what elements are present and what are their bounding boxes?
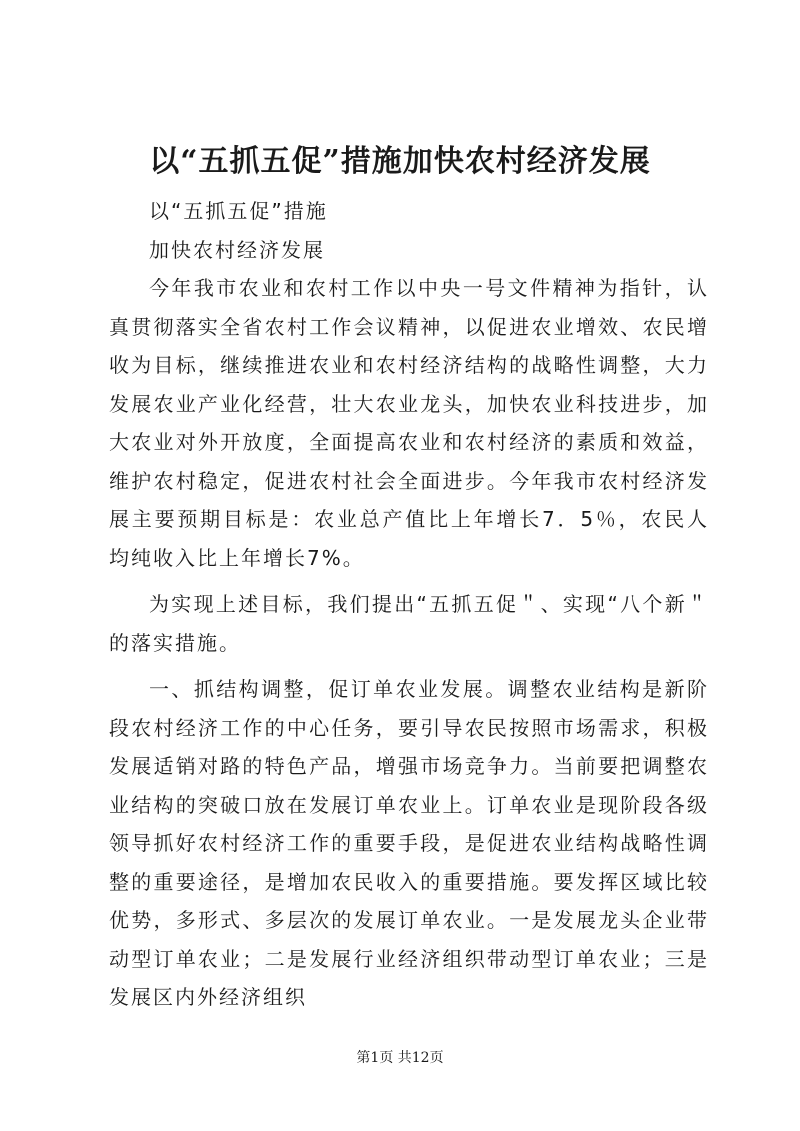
paragraph-structure-adjustment: 一、抓结构调整，促订单农业发展。调整农业结构是新阶段农村经济工作的中心任务，要引导农民按照市场需求，积极发展适销对路的特色产品，增强市场竞争力。当前要把调整农业结构的突破口放在发展订单农业上。订单农业是现阶段各级领导抓好农村经济工作的重要手段，是促进农业结构战略性调整的重要途径，是增加农民收入的重要措施。要发挥区域比较优势，多形式、多层次的发展订单农业。一是发展龙头企业带动型订单农业；二是发展行业经济组织带动型订单农业；三是发展区内外经济组织 — [109, 677, 709, 1009]
paragraph-measures: 为实现上述目标，我们提出“五抓五促＂、实现“八个新＂的落实措施。 — [109, 592, 709, 655]
paragraph-intro: 今年我市农业和农村工作以中央一号文件精神为指针，认真贯彻落实全省农村工作会议精神，以促进农业增效、农民增收为目标，继续推进农业和农村经济结构的战略性调整，大力发展农业产业化经营，壮大农业龙头，加快农业科技进步，加大农业对外开放度，全面提高农业和农村经济的素质和效益，维护农村稳定，促进农村社会全面进步。今年我市农村经济发展主要预期目标是：农业总产值比上年增长7．5％，农民人均纯收入比上年增长7%。 — [109, 276, 709, 570]
subtitle-line-1: 以“五抓五促”措施 — [149, 199, 328, 223]
document-title: 以“五抓五促”措施加快农村经济发展 — [149, 144, 651, 179]
subtitle-line-2: 加快农村经济发展 — [149, 237, 325, 262]
page-footer: 第1页 共12页 — [356, 1050, 444, 1066]
document-body — [109, 192, 709, 1017]
